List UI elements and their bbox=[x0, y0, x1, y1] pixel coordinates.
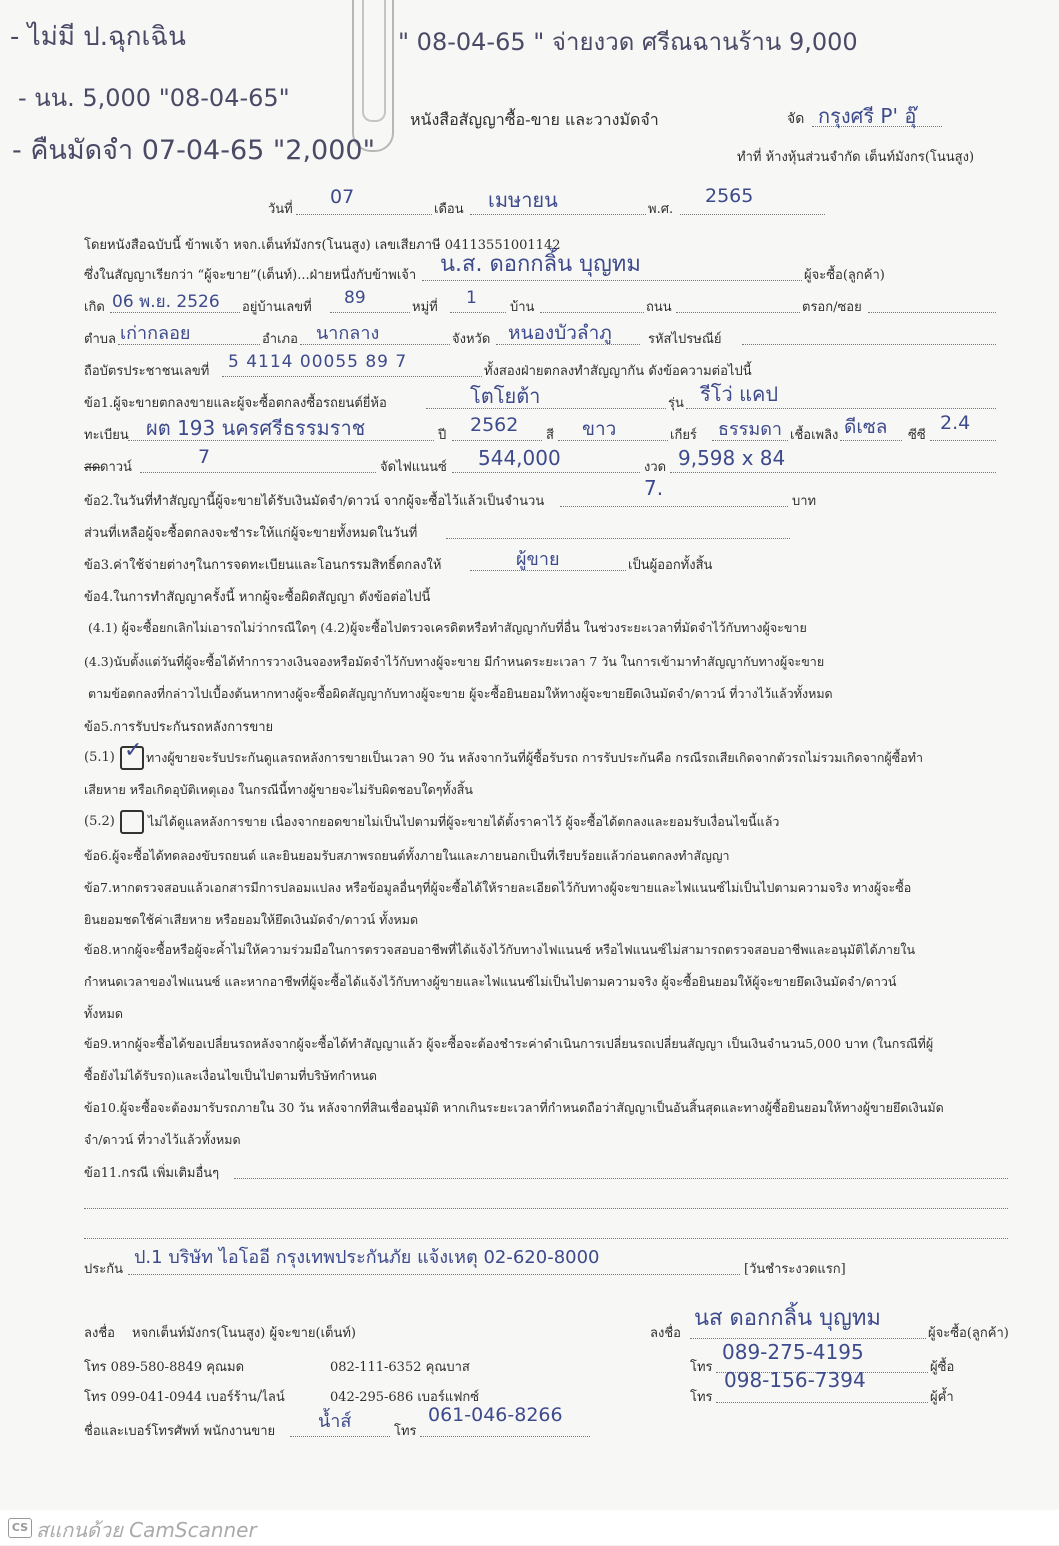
staff-label: ชื่อและเบอร์โทรศัพท์ พนักงานขาย bbox=[84, 1424, 276, 1439]
note-return-deposit: - คืนมัดจำ 07-04-65 "2,000" bbox=[12, 135, 376, 166]
month-label: เดือน bbox=[434, 202, 464, 217]
year-value: 2565 bbox=[705, 185, 754, 207]
clause7b: ยินยอมชดใช้ค่าเสียหาย หรือยอมให้ยึดเงินมัดจำ/ดาวน์ ทั้งหมด bbox=[84, 912, 419, 927]
clause5-1-label: (5.1) bbox=[84, 750, 115, 765]
car-gear: ธรรมดา bbox=[718, 419, 782, 440]
car-color: ขาว bbox=[582, 418, 617, 440]
place-label: ทำที่ ห้างหุ้นส่วนจำกัด เต็นท์มังกร(โนนสูง) bbox=[737, 150, 975, 165]
guarantor-tel: 098-156-7394 bbox=[724, 1368, 866, 1392]
clause3-suffix: เป็นผู้ออกทั้งสิ้น bbox=[628, 558, 713, 573]
seller-tel-2b: 042-295-686 เบอร์แฟกซ์ bbox=[330, 1390, 480, 1405]
clause2-remaining: ส่วนที่เหลือผู้จะซื้อตกลงจะชำระให้แก่ผู้จะขายทั้งหมดในวันที่ bbox=[84, 526, 418, 541]
village-label: บ้าน bbox=[510, 300, 535, 315]
car-year: 2562 bbox=[470, 414, 519, 436]
buyer-sign-label: ลงชื่อ bbox=[650, 1326, 681, 1341]
down-struck: สด bbox=[84, 460, 101, 475]
seller-tel-2: โทร 099-041-0944 เบอร์ร้าน/ไลน์ bbox=[84, 1390, 285, 1405]
reg-label: ทะเบียน bbox=[84, 428, 129, 443]
soi-label: ตรอก/ซอย bbox=[802, 300, 862, 315]
color-label: สี bbox=[546, 428, 554, 443]
document-title: หนังสือสัญญาซื้อ-ขาย และวางมัดจำ bbox=[410, 110, 659, 129]
clause9a: ข้อ9.หากผู้จะซื้อได้ขอเปลี่ยนรถหลังจากผู้จะซื้อได้ทำสัญญาแล้ว ผู้จะซื้อจะต้องชำระค่าดำเนินการเปลี่ยนรถเปลี่ยนสัญญา เป็นเงินจำนวน5,000 บาท (ในกรณีที่ผู้ bbox=[84, 1036, 934, 1051]
id-suffix: ทั้งสองฝ่ายตกลงทำสัญญากัน ดังข้อความต่อไปนี้ bbox=[484, 364, 752, 379]
house-label: อยู่บ้านเลขที่ bbox=[242, 300, 312, 315]
buyer-tel-label: โทร bbox=[690, 1360, 713, 1375]
clause1-label: ข้อ1.ผู้จะขายตกลงขายและผู้จะซื้อตกลงซื้อรถยนต์ยี่ห้อ bbox=[84, 396, 387, 411]
at-label: จัด bbox=[787, 111, 805, 127]
gear-label: เกียร์ bbox=[670, 428, 697, 443]
model-label: รุ่น bbox=[668, 396, 684, 411]
buyer-tel: 089-275-4195 bbox=[722, 1340, 864, 1364]
born-label: เกิด bbox=[84, 300, 105, 315]
clause5: ข้อ5.การรับประกันรถหลังการขาย bbox=[84, 720, 274, 735]
clause8a: ข้อ8.หากผู้จะซื้อหรือผู้จะค้ำไม่ให้ความร่วมมือในการตรวจสอบอาชีพที่ได้แจ้งไว้กับทางไฟแนนซ์ หรือไฟแนนซ์ไม่สามารถตรวจสอบอาชีพและอนุมัติได้ภายใน bbox=[84, 942, 915, 957]
id-label: ถือบัตรประชาชนเลขที่ bbox=[84, 364, 210, 379]
cc-label: ซีซี bbox=[908, 428, 926, 443]
buyer-name: น.ส. ดอกกลิ้น บุญทม bbox=[440, 252, 641, 277]
buyer-prefix: ซึ่งในสัญญาเรียกว่า “ผู้จะขาย”(เต็นท์)...ฝ่ายหนึ่งกับข้าพเจ้า bbox=[84, 268, 417, 283]
staff-tel-label: โทร bbox=[394, 1424, 417, 1439]
day-label: วันที่ bbox=[268, 202, 293, 217]
clause4-3a: (4.3)นับตั้งแต่วันที่ผู้จะซื้อได้ทำการวางเงินจองหรือมัดจำไว้กับทางผู้จะขาย มีกำหนดระยะเวลา 7 วัน ในการเข้ามาทำสัญญากับทางผู้จะขาย bbox=[84, 654, 825, 669]
clause2-value: 7. bbox=[644, 476, 664, 500]
moo-label: หมู่ที่ bbox=[412, 300, 438, 315]
clause10a: ข้อ10.ผู้จะซื้อจะต้องมารับรถภายใน 30 วัน หลังจากที่สินเชื่ออนุมัติ หากเกินระยะเวลาที่กำหนดถือว่าสัญญาเป็นอันสิ้นสุดและทางผู้ซื้อยินยอมให้ทางผู้ขายยึดเงินมัด bbox=[84, 1100, 944, 1115]
year-label: พ.ศ. bbox=[648, 202, 674, 217]
clause5-2-label: (5.2) bbox=[84, 814, 115, 829]
province-value: หนองบัวลำภู bbox=[508, 322, 612, 344]
born-value: 06 พ.ย. 2526 bbox=[112, 292, 220, 312]
clause8c: ทั้งหมด bbox=[84, 1006, 123, 1021]
seller-sign-label: ลงชื่อ bbox=[84, 1326, 115, 1341]
clause3: ข้อ3.ค่าใช้จ่ายต่างๆในการจดทะเบียนและโอนกรรมสิทธิ์ตกลงให้ bbox=[84, 558, 442, 573]
clause4-1: (4.1) ผู้จะซื้อยกเลิกไม่เอารถไม่ว่ากรณีใดๆ (4.2)ผู้จะซื้อไปตรวจเครดิตหรือทำสัญญากับที่อื่น ในช่วงระยะเวลาที่มัดจำไว้กับทางผู้จะขาย bbox=[88, 620, 807, 635]
car-brand: โตโยต้า bbox=[470, 384, 541, 408]
clause8b: กำหนดเวลาของไฟแนนซ์ และหากอาชีพที่ผู้จะซื้อได้แจ้งไว้กับทางผู้ขายและไฟแนนซ์ไม่เป็นไปตามความจริง ผู้จะซื้อยินยอมให้ผู้จะขายยึดเงินมัดจำ/ดาวน์ bbox=[84, 974, 897, 989]
buyer-suffix: ผู้จะซื้อ(ลูกค้า) bbox=[804, 268, 885, 283]
road-label: ถนน bbox=[646, 300, 672, 315]
clause10b: จำ/ดาวน์ ที่วางไว้แล้วทั้งหมด bbox=[84, 1132, 241, 1147]
clause2-unit: บาท bbox=[792, 494, 817, 509]
clause11: ข้อ11.กรณี เพิ่มเติมอื่นๆ bbox=[84, 1166, 220, 1181]
note-no-emergency: - ไม่มี ป.ฉุกเฉิน bbox=[10, 22, 186, 52]
down-value: 7 bbox=[198, 446, 211, 468]
clause4: ข้อ4.ในการทำสัญญาครั้งนี้ หากผู้จะซื้อผิดสัญญา ดังข้อต่อไปนี้ bbox=[84, 590, 431, 605]
note-installment: " 08-04-65 " จ่ายงวด ศรีณฉานร้าน 9,000 bbox=[398, 28, 858, 56]
clause5-2: ไม่ได้ดูแลหลังการขาย เนื่องจากยอดขายไม่เป็นไปตามที่ผู้จะขายได้ตั้งราคาไว้ ผู้จะซื้อได้ตกลงและยอมรับเงื่อนไขนี้แล้ว bbox=[148, 814, 780, 829]
clause7a: ข้อ7.หากตรวจสอบแล้วเอกสารมีการปลอมแปลง หรือข้อมูลอื่นๆที่ผู้จะซื้อได้ให้รายละเอียดไว้กับทางผู้จะขายและไฟแนนซ์ไม่เป็นไปตามความจริง ทางผู้จะซื้อ bbox=[84, 880, 912, 895]
intro-text: โดยหนังสือฉบับนี้ ข้าพเจ้า หจก.เต็นท์มังกร(โนนสูง) เลขเสียภาษี 04113551001142 bbox=[84, 238, 561, 253]
amphoe-value: นากลาง bbox=[316, 323, 380, 344]
installment-value: 9,598 x 84 bbox=[678, 446, 786, 470]
buyer-tel-role: ผู้ซื้อ bbox=[930, 1360, 955, 1375]
clause2: ข้อ2.ในวันที่ทำสัญญานี้ผู้จะขายได้รับเงินมัดจำ/ดาวน์ จากผู้จะซื้อไว้แล้วเป็นจำนวน bbox=[84, 494, 545, 509]
tambon-label: ตำบล bbox=[84, 332, 116, 347]
car-fuel: ดีเซล bbox=[844, 416, 888, 438]
insurance-value: ป.1 บริษัท ไอโออี กรุงเทพประกันภัย แจ้งเหตุ 02-620-8000 bbox=[134, 1247, 600, 1268]
clause5-1b: เสียหาย หรือเกิดอุบัติเหตุเอง ในกรณีนี้ทางผู้ขายจะไม่รับผิดชอบใดๆทั้งสิ้น bbox=[84, 782, 473, 797]
car-model: รีโว่ แคป bbox=[700, 382, 779, 406]
clause3-value: ผู้ขาย bbox=[516, 549, 560, 570]
guar-tel-label: โทร bbox=[690, 1390, 713, 1405]
fuel-label: เชื้อเพลิง bbox=[790, 428, 839, 443]
amphoe-label: อำเภอ bbox=[262, 332, 298, 347]
insurance-label: ประกัน bbox=[84, 1262, 123, 1277]
buyer-signature: นส ดอกกลิ้น บุญทม bbox=[694, 1306, 881, 1331]
id-value: 5 4114 00055 89 7 bbox=[228, 352, 408, 372]
car-cc: 2.4 bbox=[940, 412, 971, 434]
guar-tel-role: ผู้ค้ำ bbox=[930, 1390, 954, 1405]
no-warranty-checkbox[interactable] bbox=[120, 810, 144, 834]
month-value: เมษายน bbox=[488, 188, 558, 212]
clause5-1a: ทางผู้ขายจะรับประกันดูแลรถหลังการขายเป็นเวลา 90 วัน หลังจากวันที่ผู้ซื้อรับรถ การรับประกันคือ กรณีรถเสียเกิดจากตัวรถไม่รวมเกิดจากผู้ซื้อทำ bbox=[146, 750, 923, 765]
clause4-3b: ตามข้อตกลงที่กล่าวไปเบื้องต้นหากทางผู้จะซื้อผิดสัญญากับทางผู้จะขาย ผู้จะซื้อยินยอมให้ทางผู้จะขายยึดเงินมัดจำ/ดาวน์ ที่วางไว้แล้วทั้งหมด bbox=[88, 686, 833, 701]
day-value: 07 bbox=[330, 186, 355, 208]
province-label: จังหวัด bbox=[452, 332, 491, 347]
finance-value: 544,000 bbox=[478, 446, 561, 470]
postal-label: รหัสไปรษณีย์ bbox=[648, 332, 722, 347]
paper-clip-inner bbox=[362, 0, 386, 122]
seller-tel-1: โทร 089-580-8849 คุณมด bbox=[84, 1360, 245, 1375]
tambon-value: เก่ากลอย bbox=[120, 323, 191, 344]
installment-label: งวด bbox=[644, 460, 667, 475]
check-mark-icon: ✓ bbox=[124, 738, 143, 763]
insurance-suffix: [วันชำระงวดแรก] bbox=[744, 1262, 846, 1277]
moo-value: 1 bbox=[466, 288, 477, 308]
finance-label: จัดไฟแนนซ์ bbox=[380, 460, 447, 475]
staff-name: น้ำส์ bbox=[318, 1411, 352, 1432]
seller-tel-1b: 082-111-6352 คุณบาส bbox=[330, 1360, 470, 1375]
staff-tel: 061-046-8266 bbox=[428, 1404, 563, 1426]
camscanner-logo: CS bbox=[8, 1518, 32, 1538]
at-value: กรุงศรี P' อุ๊ bbox=[818, 104, 917, 128]
clause6: ข้อ6.ผู้จะซื้อได้ทดลองขับรถยนต์ และยินยอมรับสภาพรถยนต์ทั้งภายในและภายนอกเป็นที่เรียบร้อยแล้วก่อนตกลงทำสัญญา bbox=[84, 848, 730, 863]
seller-name: หจกเต็นท์มังกร(โนนสูง) ผู้จะขาย(เต็นท์) bbox=[132, 1326, 356, 1341]
buyer-role: ผู้จะซื้อ(ลูกค้า) bbox=[928, 1326, 1009, 1341]
year-car-label: ปี bbox=[438, 428, 447, 443]
down-label: ดาวน์ bbox=[100, 460, 132, 475]
clause9b: ซื้อยังไม่ได้รับรถ)และเงื่อนไขเป็นไปตามที่บริษัทกำหนด bbox=[84, 1068, 378, 1083]
camscanner-text: สแกนด้วย CamScanner bbox=[36, 1518, 257, 1542]
note-deposit: - นน. 5,000 "08-04-65" bbox=[18, 84, 290, 112]
reg-value: ผต 193 นครศรีธรรมราช bbox=[146, 416, 366, 440]
house-value: 89 bbox=[344, 288, 366, 308]
scanner-footer bbox=[0, 1510, 1059, 1545]
